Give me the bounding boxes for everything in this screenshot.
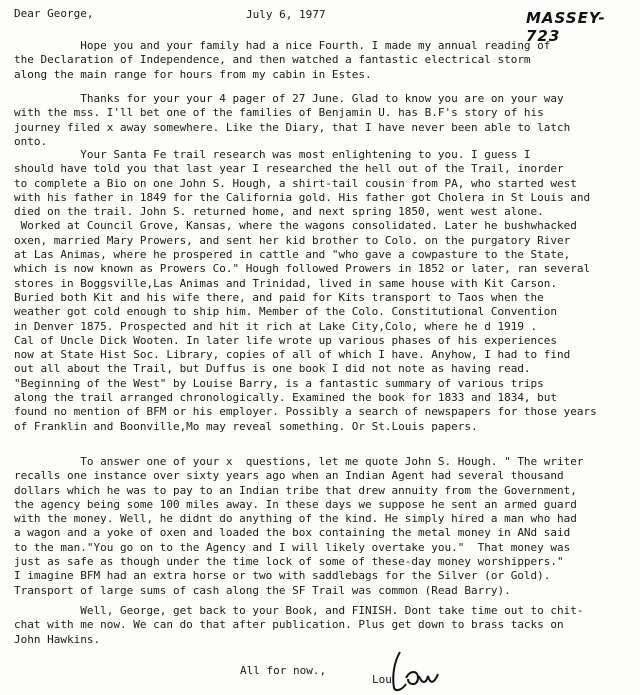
text-line: oxen, married Mary Prowers, and sent her kid brother to Colo. on the purgatory River — [14, 233, 571, 247]
letter-date: July 6, 1977 — [246, 8, 326, 21]
paragraph-5 — [14, 604, 640, 647]
text-line: John Hawkins. — [14, 632, 101, 646]
text-line: at Las Animas, where he prospered in cattle and "who gave a cowpasture to the State, — [14, 248, 571, 262]
text-line: I imagine BFM had an extra horse or two with saddlebags for the Silver (or Gold). — [14, 569, 551, 583]
text-line: stores in Boggsville,Las Animas and Trinidad, lived in same house with Kit Carson. — [14, 276, 558, 290]
text-line: with the mss. I'll bet one of the families of Benjamin U. has B.F's story of his — [14, 106, 544, 120]
text-line: a wagon and a yoke of oxen and loaded the box containing the metal money in ANd said — [14, 526, 571, 540]
text-line: which is now known as Prowers Co." Hough followed Prowers in 1852 or later, ran several — [14, 262, 591, 276]
text-line: weather got cold enough to ship him. Member of the Colo. Constitutional Convention — [14, 305, 558, 319]
salutation: Dear George, — [14, 7, 94, 20]
paragraph-3 — [14, 148, 640, 434]
text-line: the agency being some 100 miles away. In these days we suppose he sent an armed guard — [14, 497, 577, 511]
text-line: To answer one of your x questions, let me quote John S. Hough. " The writer — [14, 455, 584, 468]
text-line: Your Santa Fe trail research was most enlightening to you. I guess I — [14, 148, 531, 161]
text-line: Hope you and your family had a nice Fourth. I made my annual reading of — [14, 39, 551, 52]
text-line: just as safe as though under the time lock of some of these-day money worshippers." — [14, 555, 564, 569]
text-line: recalls one instance over sixty years ago when an Indian Agent had several thousand — [14, 469, 564, 483]
text-line: with the money. Well, he didnt do anything of the kind. He simply hired a man who had — [14, 512, 577, 526]
text-line: now at State Hist Soc. Library, copies of all of which I have. Anyhow, I had to find — [14, 348, 571, 362]
text-line: Cal of Uncle Dick Wooten. In later life wrote up various phases of his experiences — [14, 333, 558, 347]
handwritten-label: MASSEY-723 — [526, 9, 606, 45]
text-line: to the man."You go on to the Agency and I will likely overtake you." That money was — [14, 540, 571, 554]
text-line: "Beginning of the West" by Louise Barry, is a fantastic summary of various trips — [14, 376, 544, 390]
text-line: along the trail arranged chronologically. Examined the book for 1833 and 1834, but — [14, 391, 558, 405]
text-line: Worked at Council Grove, Kansas, where the wagons consolidated. Later he bushwhacked — [14, 219, 577, 233]
text-line: dollars which he was to pay to an Indian tribe that drew annuity from the Government, — [14, 483, 577, 497]
signer-name: Lou — [372, 673, 392, 686]
text-line: Well, George, get back to your Book, and FINISH. Dont take time out to chit- — [14, 604, 584, 617]
closing: All for now., — [240, 664, 327, 677]
text-line: of Franklin and Boonville,Mo may reveal something. Or St.Louis papers. — [14, 419, 478, 433]
text-line: onto. — [14, 134, 48, 148]
text-line: along the main range for hours from my cabin in Estes. — [14, 67, 372, 81]
text-line: with his father in 1849 for the California gold. His father got Cholera in St Louis and — [14, 190, 591, 204]
text-line: journey filed x away somewhere. Like the Diary, that I have never been able to latch — [14, 120, 571, 134]
paragraph-1 — [14, 39, 640, 82]
paragraph-2 — [14, 92, 640, 149]
text-line: Buried both Kit and his wife there, and paid for Kits transport to Taos when the — [14, 290, 544, 304]
text-line: Thanks for your your 4 pager of 27 June. Glad to know you are on your way — [14, 92, 564, 105]
text-line: in Denver 1875. Prospected and hit it rich at Lake City,Colo, where he d 1919 . — [14, 319, 538, 333]
text-line: died on the trail. John S. returned home, and next spring 1850, went west alone. — [14, 205, 544, 219]
signature — [386, 648, 446, 694]
text-line: to complete a Bio on one John S. Hough, a shirt-tail cousin from PA, who started west — [14, 176, 577, 190]
text-line: found no mention of BFM or his employer. Possibly a search of newspapers for those years — [14, 405, 597, 419]
text-line: chat with me now. We can do that after publication. Plus get down to brass tacks on — [14, 618, 564, 632]
paragraph-4 — [14, 455, 640, 598]
text-line: the Declaration of Independence, and then watched a fantastic electrical storm — [14, 53, 531, 67]
text-line: out all about the Trail, but Duffus is one book I did not note as having read. — [14, 362, 531, 376]
text-line: should have told you that last year I researched the hell out of the Trail, inorder — [14, 162, 564, 176]
text-line: Transport of large sums of cash along the SF Trail was common (Read Barry). — [14, 583, 511, 597]
